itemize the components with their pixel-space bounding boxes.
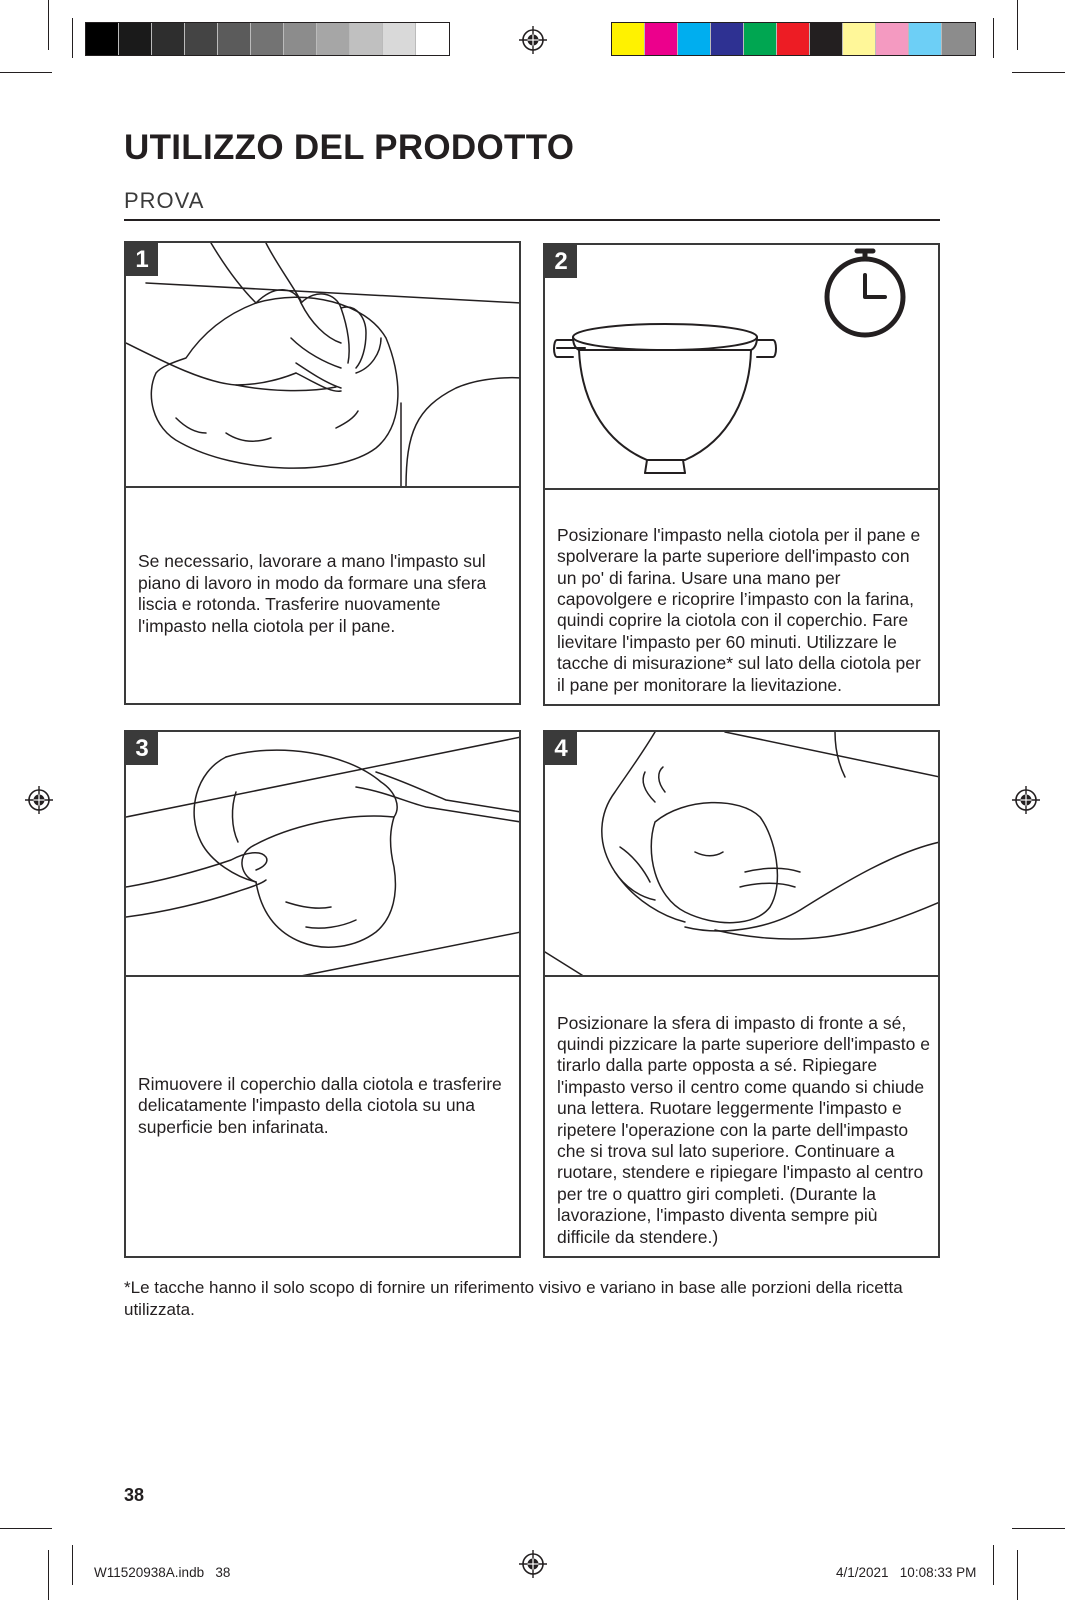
- registration-mark-top: [519, 26, 547, 54]
- color-swatch: [86, 23, 119, 55]
- crop-mark: [993, 18, 994, 58]
- color-swatch: [383, 23, 416, 55]
- color-swatch: [744, 23, 777, 55]
- color-swatch: [251, 23, 284, 55]
- hands-folding-dough-illustration: [545, 732, 938, 977]
- step-panel-2: [543, 243, 940, 706]
- crop-mark: [48, 0, 49, 50]
- color-swatch: [416, 23, 449, 55]
- color-swatch: [777, 23, 810, 55]
- grayscale-color-bar: [85, 22, 450, 56]
- color-swatch: [942, 23, 975, 55]
- crop-mark: [72, 18, 73, 58]
- step-text-4: Posizionare la sfera di impasto di fronte a sé, quindi pizzicare la parte superiore dell'impasto e tirarlo dalla parte opposta a sé. Ripiegare l'impasto verso il centro come quando si chiude una lettera. Ruotare leggermente l'impasto e ripetere l'operazione con la parte dell'impasto che si trova sul lato superiore. Continuare a ruotare, stendere e ripiegare l'impasto al centro per tre o quattro giri completi. (Durante la lavorazione, l'impasto diventa sempre più difficile da stendere.): [557, 1012, 930, 1247]
- crop-mark: [48, 1550, 49, 1600]
- color-swatch: [711, 23, 744, 55]
- color-swatch: [119, 23, 152, 55]
- step-text-1: Se necessario, lavorare a mano l'impasto sul piano di lavoro in modo da formare una sfera liscia e rotonda. Trasferire nuovamente l'impasto nella ciotola per il pane.: [138, 551, 487, 636]
- slug-timestamp: 4/1/2021 10:08:33 PM: [836, 1565, 977, 1580]
- section-subtitle: PROVA: [124, 188, 205, 213]
- registration-mark-left: [25, 786, 53, 814]
- crop-mark: [1017, 1550, 1018, 1600]
- crop-mark: [1012, 72, 1065, 73]
- step-number-1: 1: [126, 243, 158, 276]
- crop-mark: [1017, 0, 1018, 50]
- hands-kneading-dough-illustration: [126, 243, 519, 488]
- color-swatch: [909, 23, 942, 55]
- step-panel-1: [124, 241, 521, 705]
- color-swatch: [645, 23, 678, 55]
- slug-file: W11520938A.indb 38: [94, 1565, 231, 1580]
- color-swatch: [810, 23, 843, 55]
- step-number-4: 4: [545, 732, 577, 765]
- crop-mark: [0, 72, 52, 73]
- step-text-3: Rimuovere il coperchio dalla ciotola e trasferire delicatamente l'impasto della ciotola su una superficie ben infarinata.: [138, 1073, 502, 1137]
- section-divider: [124, 219, 940, 221]
- bread-bowl-with-timer-illustration: [545, 245, 938, 490]
- step-panel-4: [543, 730, 940, 1258]
- tipping-bowl-dough-illustration: [126, 732, 519, 977]
- color-swatch: [152, 23, 185, 55]
- step-text-2: Posizionare l'impasto nella ciotola per il pane e spolverare la parte superiore dell'impasto con un po' di farina. Usare una mano per capovolgere e ricoprire l’impasto con la farina, quindi coprire la ciotola con il coperchio. Fare lievitare l'impasto per 60 minuti. Utilizzare le tacche di misurazione* sul lato della ciotola per il pane per monitorare la lievitazione.: [557, 524, 921, 695]
- color-swatch: [843, 23, 876, 55]
- crop-mark: [0, 1528, 52, 1529]
- color-swatch: [612, 23, 645, 55]
- crop-mark: [1012, 1528, 1065, 1529]
- step-panel-3: [124, 730, 521, 1258]
- crop-mark: [993, 1545, 994, 1585]
- registration-mark-bottom: [519, 1550, 547, 1578]
- crop-mark: [72, 1545, 73, 1585]
- color-swatch: [350, 23, 383, 55]
- registration-mark-right: [1012, 786, 1040, 814]
- step-number-3: 3: [126, 732, 158, 765]
- color-swatch: [876, 23, 909, 55]
- color-swatch: [317, 23, 350, 55]
- color-swatch: [284, 23, 317, 55]
- step-number-2: 2: [545, 245, 577, 278]
- process-color-bar: [611, 22, 976, 56]
- color-swatch: [678, 23, 711, 55]
- footnote: *Le tacche hanno il solo scopo di fornire un riferimento visivo e variano in base alle porzioni della ricetta utilizzata.: [124, 1278, 903, 1319]
- color-swatch: [218, 23, 251, 55]
- color-swatch: [185, 23, 218, 55]
- page-number: 38: [124, 1485, 145, 1505]
- page-title: UTILIZZO DEL PRODOTTO: [124, 128, 575, 167]
